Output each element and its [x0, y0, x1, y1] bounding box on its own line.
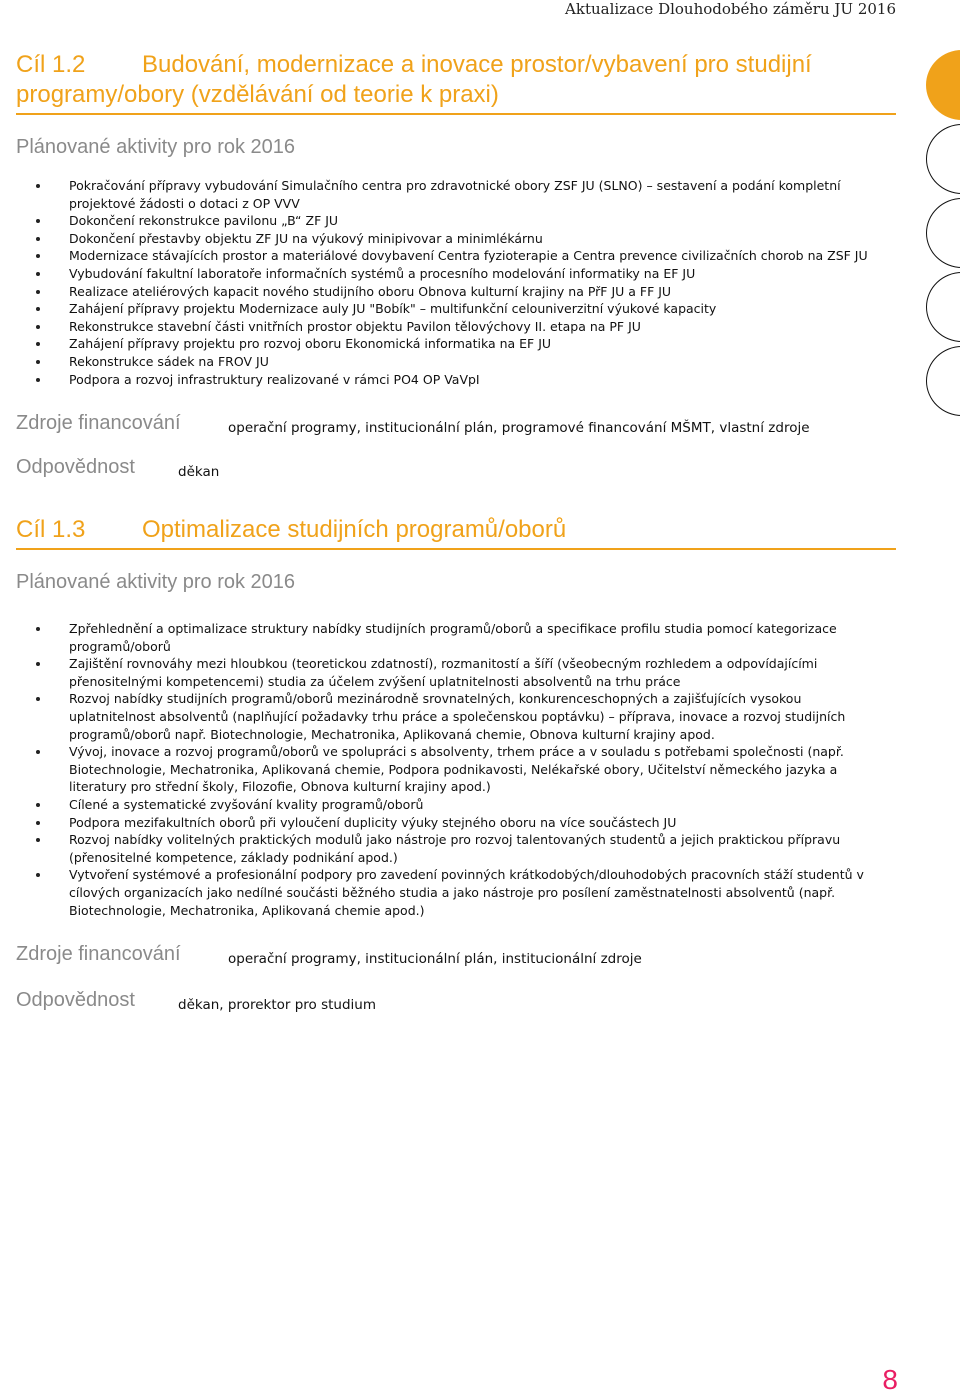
goal-1-2-title-line2: programy/obory (vzdělávání od teorie k praxi) [16, 81, 499, 108]
goal-1-2-activities-list [16, 177, 881, 388]
list-item: Zajištění rovnováhy mezi hloubkou (teoretickou zdatností), rozmanitostí a šíří (všeobecným rozhledem a odpovídajícími přenositelnými kompetencemi) studia za účelem zvýšení uplatnitelnosti absolventů na trhu práce [16, 655, 886, 690]
list-item: Dokončení rekonstrukce pavilonu „B“ ZF JU [16, 212, 881, 230]
goal-1-3-title-text: Optimalizace studijních programů/oborů [142, 516, 567, 543]
chapter-tab [926, 346, 960, 416]
list-item: Vytvoření systémové a profesionální podpory pro zavedení povinných krátkodobých/dlouhodobých pracovních stáží studentů v cílových organizacích jako nedílné součásti běžného studia a jako nástroje pro posílení zaměstnatelnosti absolventů (např. Biotechnologie, Mechatronika, Aplikovaná chemie apod.) [16, 866, 886, 919]
goal-1-2-funding-row [16, 412, 896, 442]
goal-1-3-activities-list [16, 620, 886, 919]
funding-label: Zdroje financování [16, 943, 181, 966]
chapter-tab-active [926, 50, 960, 120]
list-item: Podpora mezifakultních oborů při vyloučení duplicity výuky stejného oboru na více součástech JU [16, 814, 886, 832]
goal-1-2-number: Cíl 1.2 [16, 51, 86, 78]
goal-1-2-section [16, 50, 896, 486]
list-item: Podpora a rozvoj infrastruktury realizované v rámci PO4 OP VaVpI [16, 371, 881, 389]
running-header: Aktualizace Dlouhodobého záměru JU 2016 [565, 0, 896, 18]
funding-value: operační programy, institucionální plán, institucionální zdroje [228, 951, 642, 968]
list-item: Rozvoj nabídky studijních programů/oborů mezinárodně srovnatelných, konkurenceschopných a zajišťujících vysokou uplatnitelnost absolventů (naplňující požadavky trhu práce a společenskou poptávku) – příprava, inovace a rozvoj studijních programů/oborů např. Biotechnologie, Mechatronika, Aplikovaná chemie, Obnova kulturní krajiny apod. [16, 690, 886, 743]
list-item: Pokračování přípravy vybudování Simulačního centra pro zdravotnické obory ZSF JU (SLNO) – sestavení a podání kompletní projektové žádosti o dotaci z OP VVV [16, 177, 881, 212]
funding-value: operační programy, institucionální plán, programové financování MŠMT, vlastní zdroje [228, 420, 810, 437]
list-item: Rozvoj nabídky volitelných praktických modulů jako nástroje pro rozvoj talentovaných studentů a jejich praktickou přípravu (přenositelné kompetence, základy podnikání apod.) [16, 831, 886, 866]
goal-1-3-section [16, 515, 896, 1019]
responsibility-label: Odpovědnost [16, 456, 135, 479]
list-item: Zahájení přípravy projektu Modernizace auly JU "Bobík" – multifunkční celouniverzitní výukové kapacity [16, 300, 881, 318]
list-item: Vývoj, inovace a rozvoj programů/oborů ve spolupráci s absolventy, trhem práce a v souladu s potřebami společnosti (např. Biotechnologie, Mechatronika, Aplikovaná chemie, Podpora podnikavosti, Nelékařské obory, Učitelství německého jazyka a literatury pro střední školy, Filozofie, Obnova kulturní krajiny apod.) [16, 743, 886, 796]
chapter-tab [926, 198, 960, 268]
funding-label: Zdroje financování [16, 412, 181, 435]
list-item: Modernizace stávajících prostor a materiálové dovybavení Centra fyzioterapie a Centra prevence civilizačních chorob na ZSF JU [16, 247, 881, 265]
list-item: Rekonstrukce sádek na FROV JU [16, 353, 881, 371]
goal-1-2-title [16, 50, 896, 115]
list-item: Realizace ateliérových kapacit nového studijního oboru Obnova kulturní krajiny na PřF JU a FF JU [16, 283, 881, 301]
goal-1-3-number: Cíl 1.3 [16, 516, 86, 543]
responsibility-value: děkan [178, 464, 220, 481]
list-item: Cílené a systematické zvyšování kvality programů/oborů [16, 796, 886, 814]
list-item: Vybudování fakultní laboratoře informačních systémů a procesního modelování informatiky na EF JU [16, 265, 881, 283]
chapter-tab [926, 124, 960, 194]
goal-1-3-title [16, 515, 896, 550]
goal-1-2-activities-label: Plánované aktivity pro rok 2016 [16, 136, 296, 158]
chapter-tab [926, 272, 960, 342]
list-item: Dokončení přestavby objektu ZF JU na výukový minipivovar a minimlékárnu [16, 230, 881, 248]
goal-1-2-title-line1: Budování, modernizace a inovace prostor/vybavení pro studijní [142, 51, 812, 78]
page-number: 8 [882, 1364, 898, 1395]
goal-1-3-activities-label: Plánované aktivity pro rok 2016 [16, 571, 296, 593]
list-item: Zahájení přípravy projektu pro rozvoj oboru Ekonomická informatika na EF JU [16, 335, 881, 353]
responsibility-label: Odpovědnost [16, 989, 135, 1012]
goal-1-3-responsibility-row [16, 989, 896, 1019]
list-item: Rekonstrukce stavební části vnitřních prostor objektu Pavilon tělovýchovy II. etapa na PF JU [16, 318, 881, 336]
responsibility-value: děkan, prorektor pro studium [178, 997, 377, 1014]
goal-1-3-funding-row [16, 943, 896, 973]
goal-1-2-responsibility-row [16, 456, 896, 486]
list-item: Zpřehlednění a optimalizace struktury nabídky studijních programů/oborů a specifikace profilu studia pomocí kategorizace programů/oborů [16, 620, 886, 655]
